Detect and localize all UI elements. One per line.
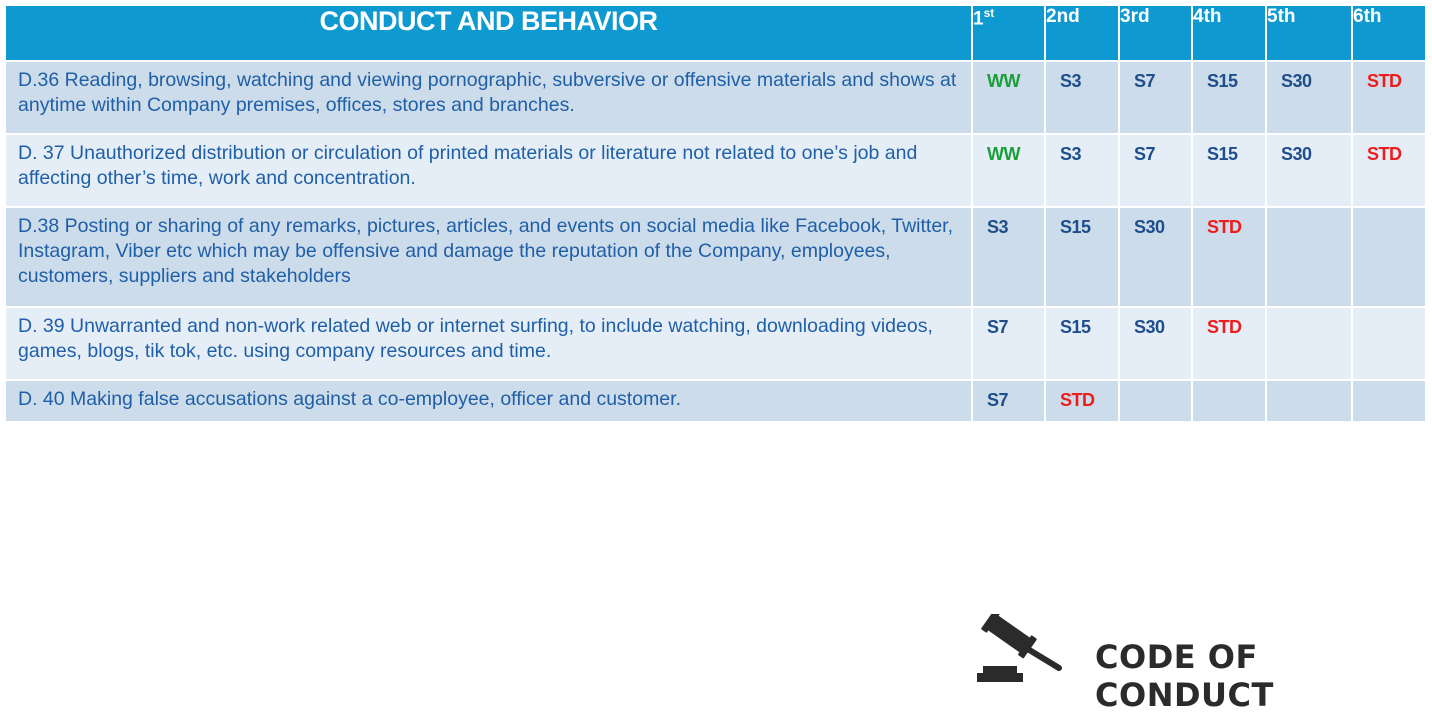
gavel-icon xyxy=(975,614,1067,684)
penalty-cell: STD xyxy=(1045,380,1119,422)
penalty-cell: S7 xyxy=(1119,134,1192,207)
penalty-cell xyxy=(1119,380,1192,422)
penalty-cell: S15 xyxy=(1192,61,1266,134)
penalty-cell: STD xyxy=(1192,307,1266,380)
penalty-cell: S3 xyxy=(1045,134,1119,207)
offense-description: D.36 Reading, browsing, watching and viewing pornographic, subversive or offensive materials and shows at anytime within Company premises, offices, stores and branches. xyxy=(5,61,972,134)
col-header-5th: 5th xyxy=(1266,5,1352,61)
col-header-1st-number: 1 xyxy=(973,8,984,30)
offense-description: D. 37 Unauthorized distribution or circulation of printed materials or literature not related to one’s job and affecting other’s time, work and concentration. xyxy=(5,134,972,207)
penalty-cell xyxy=(1352,307,1426,380)
penalty-cell: S7 xyxy=(972,307,1045,380)
col-header-1st xyxy=(972,5,1045,61)
header-row xyxy=(5,5,1426,61)
penalty-cell: S3 xyxy=(1045,61,1119,134)
penalty-cell: S30 xyxy=(1266,134,1352,207)
table-row xyxy=(5,134,1426,207)
penalty-cell: STD xyxy=(1192,207,1266,307)
table-row xyxy=(5,307,1426,380)
footer-logo xyxy=(975,614,1415,714)
col-header-3rd: 3rd xyxy=(1119,5,1192,61)
penalty-cell: WW xyxy=(972,61,1045,134)
penalty-cell: STD xyxy=(1352,134,1426,207)
col-header-4th: 4th xyxy=(1192,5,1266,61)
penalty-cell: STD xyxy=(1352,61,1426,134)
table-row xyxy=(5,380,1426,422)
table-title: CONDUCT AND BEHAVIOR xyxy=(5,5,972,61)
penalty-cell: S30 xyxy=(1119,307,1192,380)
offense-description: D. 39 Unwarranted and non-work related web or internet surfing, to include watching, downloading videos, games, blogs, tik tok, etc. using company resources and time. xyxy=(5,307,972,380)
penalty-cell xyxy=(1266,207,1352,307)
penalty-cell: S30 xyxy=(1266,61,1352,134)
conduct-table xyxy=(4,4,1427,423)
penalty-cell xyxy=(1266,307,1352,380)
penalty-cell xyxy=(1352,207,1426,307)
table-row xyxy=(5,207,1426,307)
penalty-cell: S3 xyxy=(972,207,1045,307)
penalty-cell xyxy=(1192,380,1266,422)
brand-text: CODE OF CONDUCT xyxy=(1095,638,1274,714)
penalty-cell: WW xyxy=(972,134,1045,207)
offense-description: D.38 Posting or sharing of any remarks, pictures, articles, and events on social media like Facebook, Twitter, Instagram, Viber etc which may be offensive and damage the reputation of the Company, employees, customers, suppliers and stakeholders xyxy=(5,207,972,307)
offense-description: D. 40 Making false accusations against a co-employee, officer and customer. xyxy=(5,380,972,422)
table-row xyxy=(5,61,1426,134)
col-header-6th: 6th xyxy=(1352,5,1426,61)
penalty-cell: S7 xyxy=(972,380,1045,422)
penalty-cell: S15 xyxy=(1045,307,1119,380)
col-header-2nd: 2nd xyxy=(1045,5,1119,61)
penalty-cell xyxy=(1352,380,1426,422)
penalty-cell: S15 xyxy=(1045,207,1119,307)
penalty-cell: S7 xyxy=(1119,61,1192,134)
penalty-cell: S15 xyxy=(1192,134,1266,207)
penalty-cell: S30 xyxy=(1119,207,1192,307)
penalty-cell xyxy=(1266,380,1352,422)
col-header-1st-suffix: st xyxy=(983,6,995,20)
